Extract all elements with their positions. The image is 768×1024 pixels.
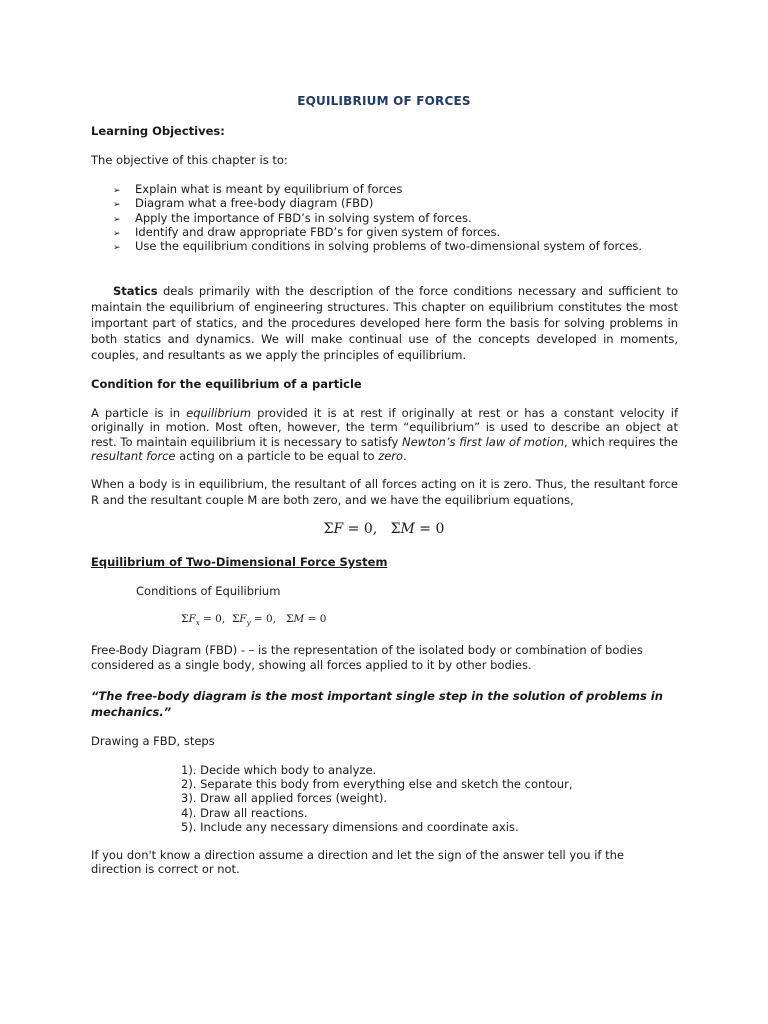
objective-intro: The objective of this chapter is to: <box>91 153 288 167</box>
list-item: ➢ Identify and draw appropriate FBD’s for given system of forces. <box>113 225 642 239</box>
conditions-label: Conditions of Equilibrium <box>136 584 281 598</box>
direction-note: If you don't know a direction assume a direction and let the sign of the answer tell you if the direction is correct or not. <box>91 848 624 877</box>
two-dimensional-heading: Equilibrium of Two-Dimensional Force System <box>91 555 388 569</box>
list-item: ➢ Use the equilibrium conditions in solving problems of two-dimensional system of forces. <box>113 239 642 253</box>
two-dimensional-equations: $\Sigma F_x = 0$, $\Sigma F_y = 0$, ΣM = 0 <box>181 613 327 628</box>
fbd-quote: “The free-body diagram is the most important single step in the solution of problems in mechanics.” <box>91 689 663 719</box>
list-item: ➢ Apply the importance of FBD’s in solving system of forces. <box>113 211 642 225</box>
list-item: 4). Draw all reactions. <box>181 805 308 820</box>
particle-paragraph: A particle is in equilibrium provided it is at rest if originally at rest or has a constant velocity if originally in motion. Most often, however, the term “equilibrium” is used to describe an object at rest. To maintain equilibrium it is necessary to satisfy Newton’s first law of motion, which requires the resultant force acting on a particle to be equal to zero. <box>91 406 678 463</box>
learning-objectives-heading: Learning Objectives: <box>91 124 225 138</box>
equilibrium-equations: ΣF = 0, ΣM = 0 <box>323 521 445 537</box>
fbd-definition: Free-Body Diagram (FBD) - – is the representation of the isolated body or combination of bodies considered as a single body, showing all forces applied to it by other bodies. <box>91 643 643 672</box>
statics-paragraph: Statics deals primarily with the description of the force conditions necessary and sufficient to maintain the equilibrium of engineering structures. This chapter on equilibrium constitutes the most important part of statics, and the procedures developed here form the basis for solving problems in both statics and dynamics. We will make continual use of the concepts developed in moments, couples, and resultants as we apply the principles of equilibrium. <box>91 284 678 362</box>
particle-heading: Condition for the equilibrium of a particle <box>91 377 362 391</box>
list-item: 3). Draw all applied forces (weight). <box>181 791 387 806</box>
list-item: ➢ Diagram what a free-body diagram (FBD) <box>113 196 642 210</box>
list-item: ➢ Explain what is meant by equilibrium of forces <box>113 182 642 196</box>
drawing-steps-label: Drawing a FBD, steps <box>91 734 215 748</box>
page-title: EQUILIBRIUM OF FORCES <box>297 94 471 108</box>
list-item: 5). Include any necessary dimensions and coordinate axis. <box>181 819 519 834</box>
equilibrium-body-paragraph: When a body is in equilibrium, the resultant of all forces acting on it is zero. Thus, the resultant force R and the resultant couple M are both zero, and we have the equilibrium equations, <box>91 477 678 507</box>
arrow-bullet-icon: ➢ <box>113 228 121 239</box>
list-item: 1). Decide which body to analyze. <box>181 763 377 777</box>
objectives-list <box>113 182 642 253</box>
arrow-bullet-icon: ➢ <box>113 200 121 211</box>
list-item: 2). Separate this body from everything else and sketch the contour, <box>181 777 573 792</box>
arrow-bullet-icon: ➢ <box>113 243 121 254</box>
steps-list <box>181 763 573 834</box>
arrow-bullet-icon: ➢ <box>113 214 121 225</box>
arrow-bullet-icon: ➢ <box>113 186 121 196</box>
